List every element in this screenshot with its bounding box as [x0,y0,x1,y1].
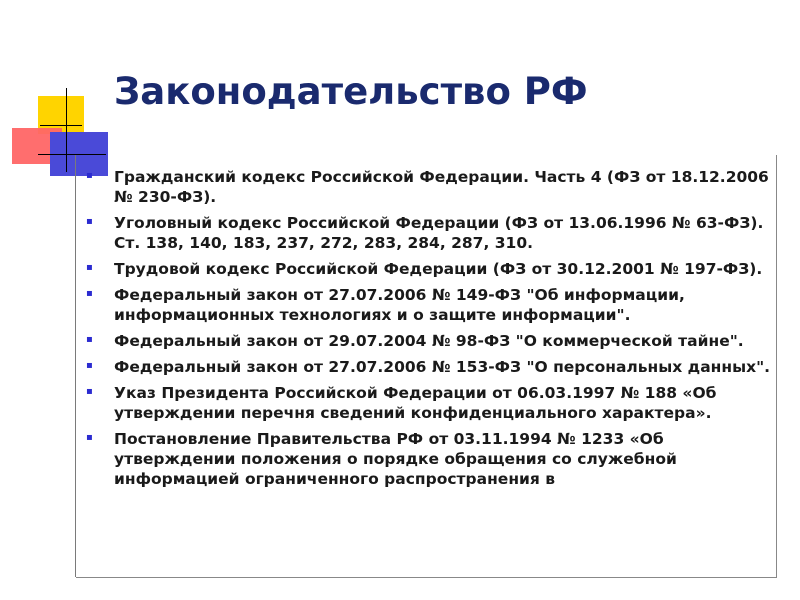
bullet-item [86,213,774,253]
bullet-item [86,429,774,489]
bullet-text: Постановление Правительства РФ от 03.11.1994 № 1233 «Об утверждении положения о порядке обращения со служебной информацией ограниченного распространения в [114,430,677,488]
bullet-text: Федеральный закон от 29.07.2004 № 98-ФЗ "О коммерческой тайне". [114,332,744,350]
bullet-marker-icon: ▪ [86,170,93,181]
bullet-item [86,259,774,279]
bullet-list [86,167,774,495]
bullet-item [86,167,774,207]
decorative-vertical-line [66,88,67,172]
bullet-item [86,357,774,377]
bullet-item [86,331,774,351]
content-area [76,155,777,578]
slide-title: Законодательство РФ [114,70,588,113]
bullet-marker-icon: ▪ [86,334,93,345]
bullet-text: Федеральный закон от 27.07.2006 № 153-ФЗ "О персональных данных". [114,358,771,376]
bullet-text: Гражданский кодекс Российской Федерации. Часть 4 (ФЗ от 18.12.2006 № 230-ФЗ). [114,168,769,206]
bullet-text: Федеральный закон от 27.07.2006 № 149-ФЗ "Об информации, информационных технологиях и о защите информации". [114,286,685,324]
bullet-text: Трудовой кодекс Российской Федерации (ФЗ от 30.12.2001 № 197-ФЗ). [114,260,763,278]
bullet-marker-icon: ▪ [86,262,93,273]
bullet-marker-icon: ▪ [86,386,93,397]
decorative-horizontal-line [40,125,82,126]
bullet-text: Указ Президента Российской Федерации от 06.03.1997 № 188 «Об утверждении перечня сведений конфиденциального характера». [114,384,717,422]
bullet-marker-icon: ▪ [86,288,93,299]
bullet-item [86,285,774,325]
bullet-marker-icon: ▪ [86,216,93,227]
bullet-marker-icon: ▪ [86,432,93,443]
bullet-text: Уголовный кодекс Российской Федерации (ФЗ от 13.06.1996 № 63-ФЗ). Ст. 138, 140, 183, 237, 272, 283, 284, 287, 310. [114,214,764,252]
bullet-marker-icon: ▪ [86,360,93,371]
bullet-item [86,383,774,423]
